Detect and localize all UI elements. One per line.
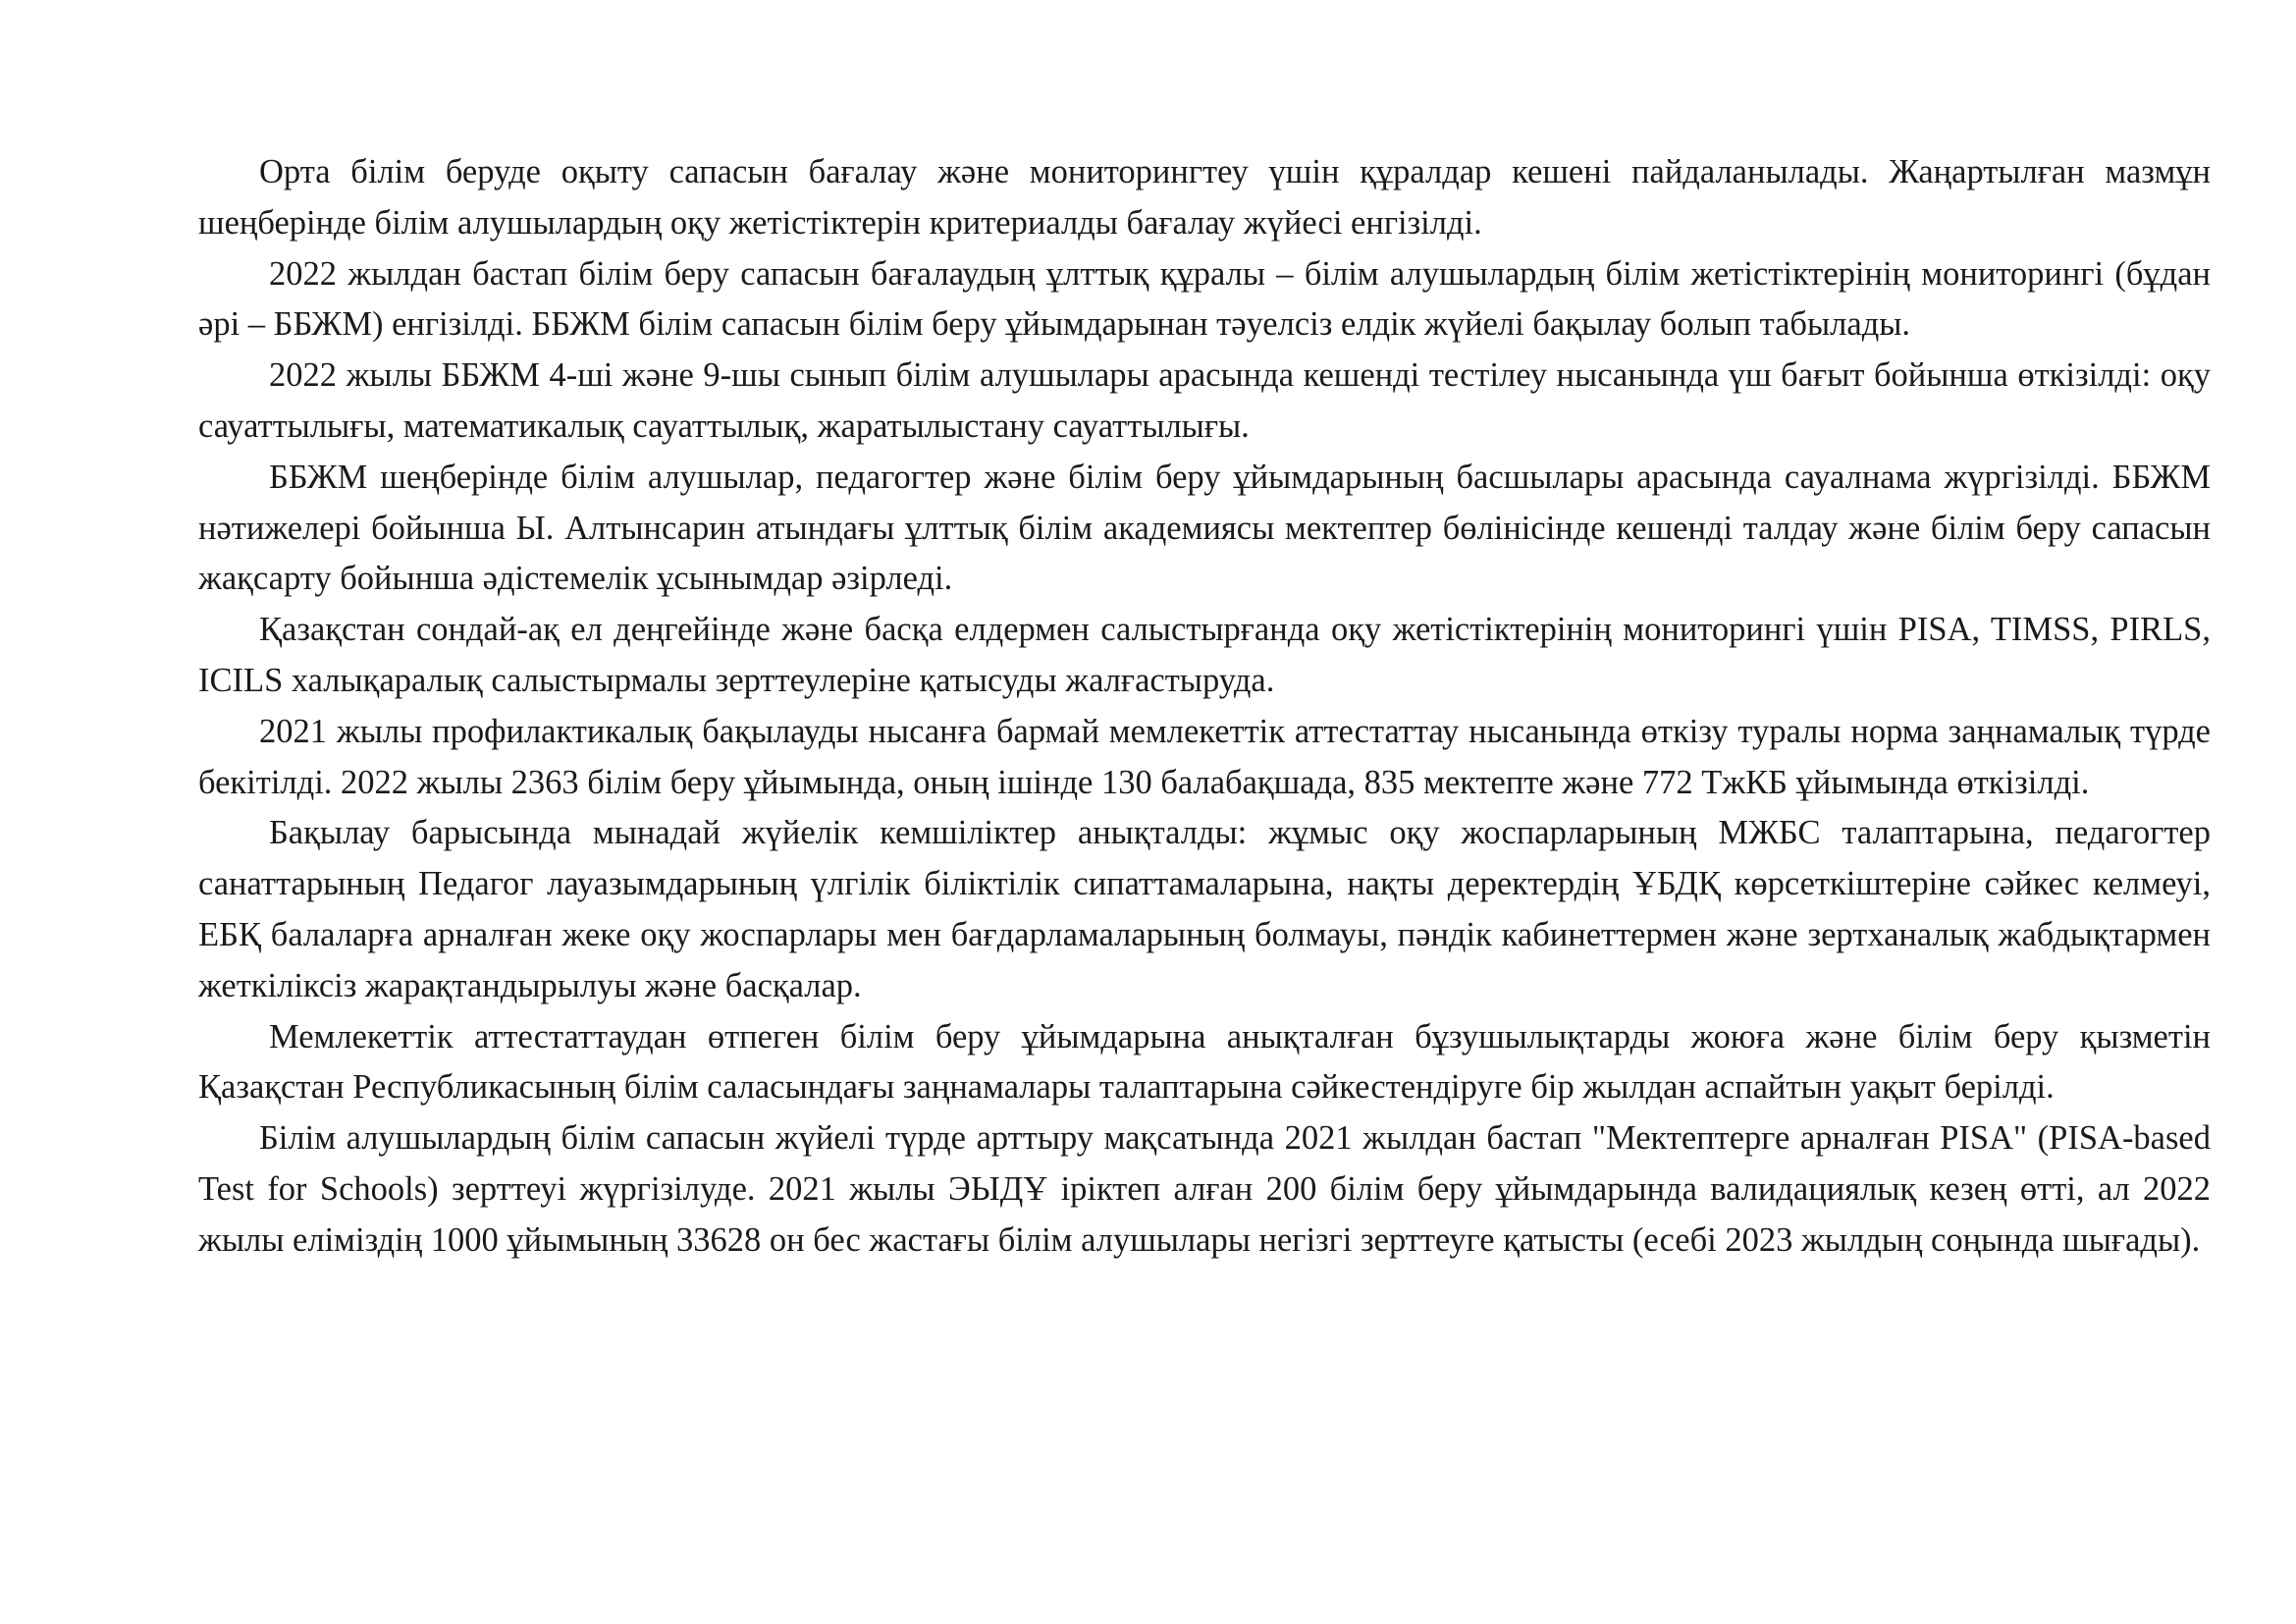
paragraph-bbzhm-survey: ББЖМ шеңберінде білім алушылар, педагогтер және білім беру ұйымдарының басшылары арасында сауалнама жүргізілді. ББЖМ нәтижелері бойынша Ы. Алтынсарин атындағы ұлттық білім академиясы мектептер бөлінісінде кешенді талдау және білім беру сапасын жақсарту бойынша әдістемелік ұсынымдар әзірледі. (198, 458, 2211, 598)
paragraph-assessment-tools: Орта білім беруде оқыту сапасын бағалау және мониторингтеу үшін құралдар кешені пайдаланылады. Жаңартылған мазмұн шеңберінде білім алушылардың оқу жетістіктерін критериалды бағалау жүйесі енгізілді. (198, 153, 2211, 242)
paragraph-state-attestation: 2021 жылы профилактикалық бақылауды нысанға бармай мемлекеттік аттестаттау нысанында өткізу туралы норма заңнамалық түрде бекітілді. 2022 жылы 2363 білім беру ұйымында, оның ішінде 130 балабақшада, 835 мектепте және 772 ТжКБ ұйымында өткізілді. (198, 712, 2211, 801)
paragraph-bbzhm-intro: 2022 жылдан бастап білім беру сапасын бағалаудың ұлттық құралы – білім алушылардың білім жетістіктерінің мониторингі (бұдан әрі – ББЖМ) енгізілді. ББЖМ білім сапасын білім беру ұйымдарынан тәуелсіз елдік жүйелі бақылау болып табылады. (198, 254, 2211, 344)
paragraph-systemic-shortcomings: Бақылау барысында мынадай жүйелік кемшіліктер анықталды: жұмыс оқу жоспарларының МЖБС талаптарына, педагогтер санаттарының Педагог лауазымдарының үлгілік біліктілік сипаттамаларына, нақты деректердің ҰБДҚ көрсеткіштеріне сәйкес келмеуі, ЕБҚ балаларға арналған жеке оқу жоспарлары мен бағдарламаларының болмауы, пәндік кабинеттермен және зертханалық жабдықтармен жеткіліксіз жарақтандырылуы және басқалар. (198, 814, 2211, 1004)
paragraph-remediation-period: Мемлекеттік аттестаттаудан өтпеген білім беру ұйымдарына анықталған бұзушылықтарды жоюға және білім беру қызметін Қазақстан Республикасының білім саласындағы заңнамалары талаптарына сәйкестендіруге бір жылдан аспайтын уақыт берілді. (198, 1017, 2211, 1107)
paragraph-pisa-for-schools: Білім алушылардың білім сапасын жүйелі түрде арттыру мақсатында 2021 жылдан бастап "Мектептерге арналған PISA" (PISA-based Test for Schools) зерттеуі жүргізілуде. 2021 жылы ЭЫДҰ іріктеп алған 200 білім беру ұйымдарында валидациялық кезең өтті, ал 2022 жылы еліміздің 1000 ұйымының 33628 он бес жастағы білім алушылары негізгі зерттеуге қатысты (есебі 2023 жылдың соңында шығады). (198, 1119, 2211, 1259)
paragraph-bbzhm-2022-testing: 2022 жылы ББЖМ 4-ші және 9-шы сынып білім алушылары арасында кешенді тестілеу нысанында үш бағыт бойынша өткізілді: оқу сауаттылығы, математикалық сауаттылық, жаратылыстану сауаттылығы. (198, 356, 2211, 445)
paragraph-international-studies: Қазақстан сондай-ақ ел деңгейінде және басқа елдермен салыстырғанда оқу жетістіктерінің мониторингі үшін PISA, TIMSS, PIRLS, ICILS халықаралық салыстырмалы зерттеулеріне қатысуды жалғастыруда. (198, 611, 2211, 699)
document-body (198, 147, 2211, 1267)
